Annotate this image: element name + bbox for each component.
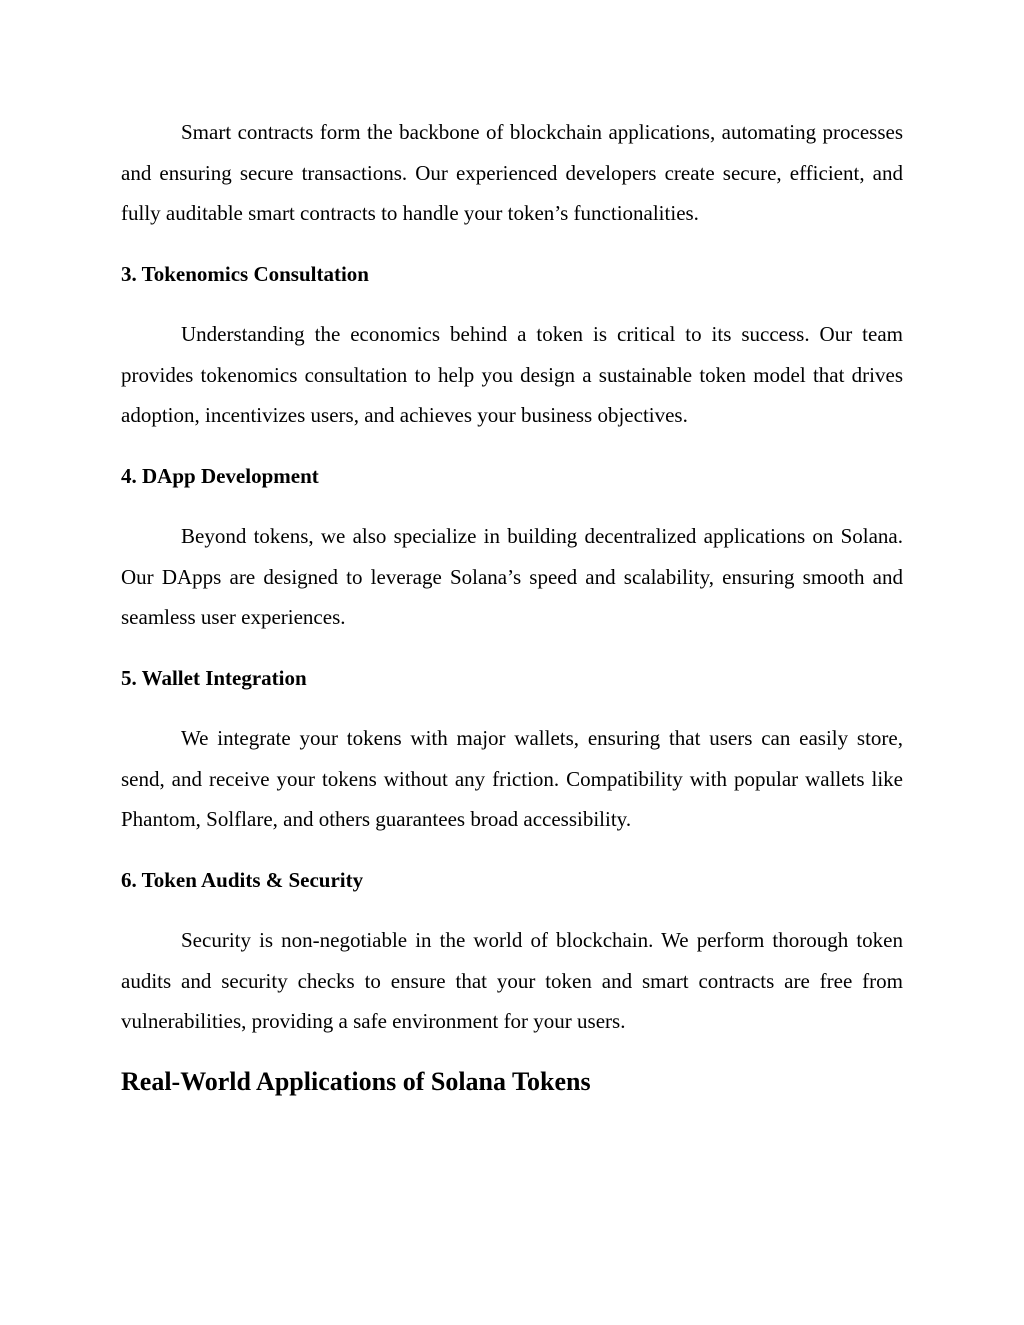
section-title-real-world: Real-World Applications of Solana Tokens [121,1066,591,1096]
section-body-dapp: Beyond tokens, we also specialize in building decentralized applications on Solana. Our DApps are designed to leverage Solana’s speed and scalability, ensuring smooth and seamless user experiences. [121,524,903,629]
section-heading-wallet: 5. Wallet Integration [121,665,307,690]
spacer [121,638,903,658]
spacer [121,1042,903,1062]
spacer [121,436,903,456]
spacer [121,294,903,314]
section-body-audits: Security is non-negotiable in the world of blockchain. We perform thorough token audits and security checks to ensure that your token and smart contracts are free from vulnerabilities, providing a safe environment for your users. [121,928,903,1033]
intro-paragraph: Smart contracts form the backbone of blockchain applications, automating processes and ensuring secure transactions. Our experienced developers create secure, efficient, and fully auditable smart contracts to handle your token’s functionalities. [121,120,903,225]
section-heading-audits: 6. Token Audits & Security [121,867,364,892]
spacer [121,840,903,860]
document-page [121,112,903,1102]
spacer [121,900,903,920]
spacer [121,496,903,516]
section-heading-tokenomics: 3. Tokenomics Consultation [121,261,369,286]
section-heading-dapp: 4. DApp Development [121,463,319,488]
section-body-wallet: We integrate your tokens with major wallets, ensuring that users can easily store, send, and receive your tokens without any friction. Compatibility with popular wallets like Phantom, Solflare, and others guarantees broad accessibility. [121,726,903,831]
section-body-tokenomics: Understanding the economics behind a token is critical to its success. Our team provides tokenomics consultation to help you design a sustainable token model that drives adoption, incentivizes users, and achieves your business objectives. [121,322,903,427]
spacer [121,698,903,718]
spacer [121,234,903,254]
